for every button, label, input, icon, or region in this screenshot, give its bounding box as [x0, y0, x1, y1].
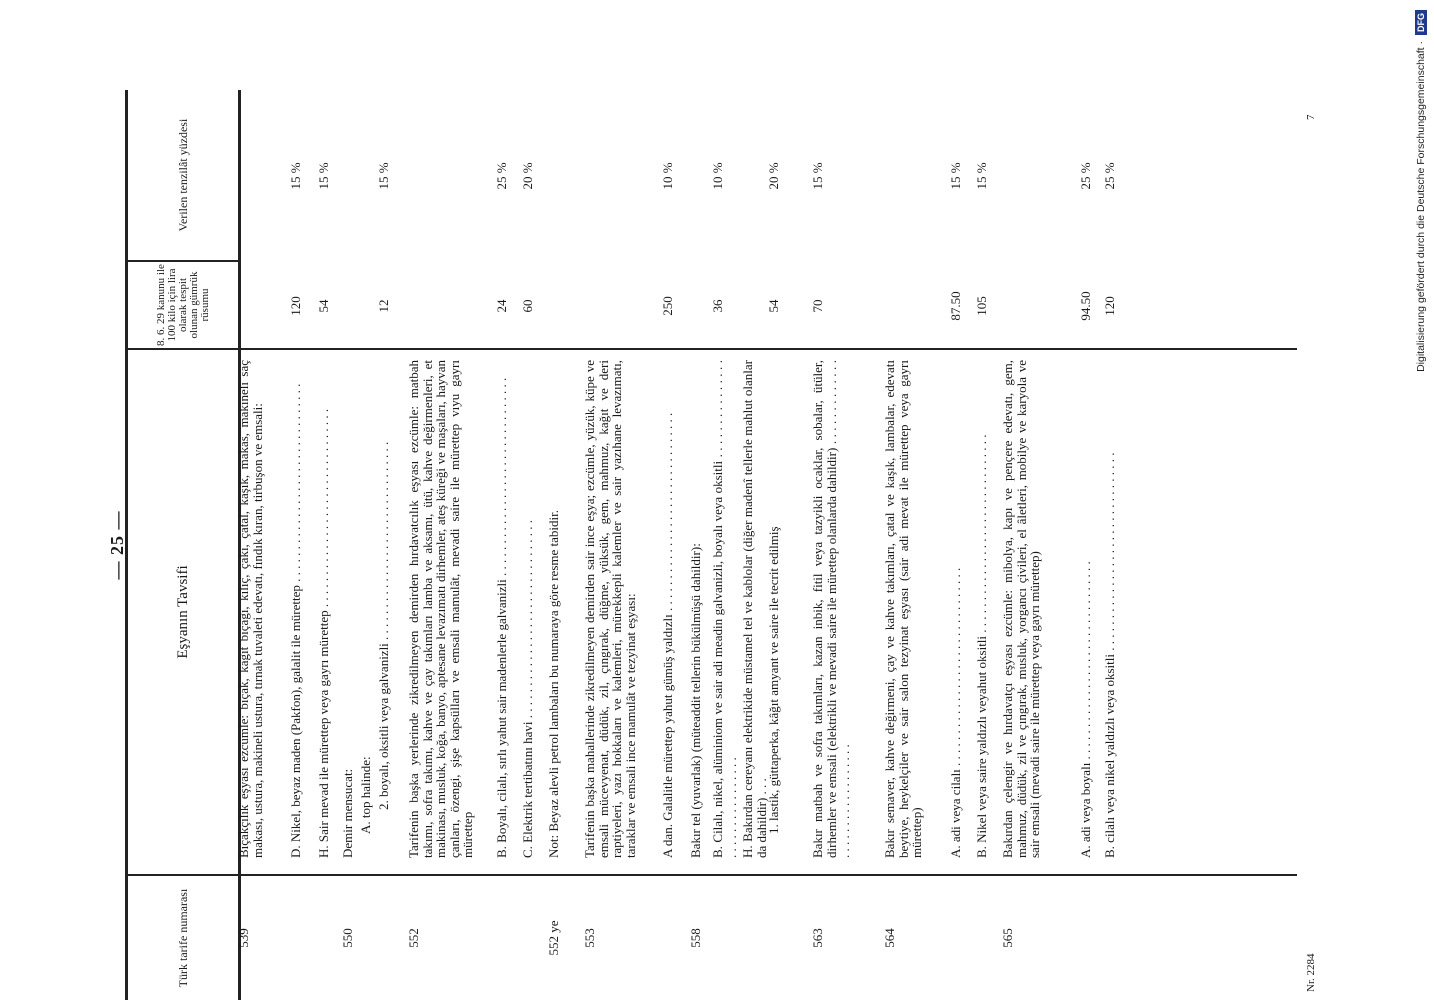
item-description: A. adi veya cilalı . . .	[949, 360, 963, 858]
table-header	[125, 90, 241, 1000]
tariff-number: 552	[406, 928, 421, 948]
discount-percent: 15 %	[288, 162, 303, 190]
item-description: H. Bakırdan cereyanı elektrikide müstamel tel ve kablolar (diğer madenî tellerle mahlut olanlar da dahildir) . . .	[740, 360, 769, 858]
item-description: Tarifenin başka mahallerinde zikredilmeyen demirden sair ince eşya; ezcümle, yüzük, küpe ve emsali mücevyenat, düdük, zil, çıngırak, düğme, yüksük, gem, mahmuz, kağıt ve deri raptiyeleri, yazı hokkaları ve kalemleri, mürekkepli kalemler ve sair yazıhane levazımatı, taraklar ve emsali ince mamulât ve tezyinat eşyası:	[582, 360, 638, 858]
header-tariff-number: Türk tarife numarası	[176, 888, 190, 988]
item-description: Tarifenin başka yerlerinde zikredilmeyen demirden hırdavatcılık eşyası ezcümle: matbah takımı, sofra takımı, kahve ve çay takımları lamba ve aksamı, ütü, kahve değirmenleri, et makinası, musluk, koğa, banyo, aptesane levazımatı dirhemler, ateş küreği ve maşaları, hayvan çanları, özengi, şişe kapsülları ve emsali mamulât, mevadi saire ile mürettep vıyu gayrı mürettep	[406, 360, 475, 858]
customs-rate: 54	[766, 299, 781, 313]
tariff-number: 553	[582, 928, 597, 948]
discount-percent: 15 %	[376, 162, 391, 190]
header-description: Eşyanın Tavsifi	[128, 350, 238, 876]
item-description: Bakır tel (yuvarlak) (müteaddit tellerin bükülmüşü dahildir):	[688, 543, 703, 858]
item-description: B. Nikel veya saire yaldızlı veyahut oksitli . . .	[975, 360, 989, 858]
item-description: Not: Beyaz alevli petrol lambaları bu numaraya göre resme tabidir.	[546, 510, 561, 858]
discount-percent: 20 %	[766, 162, 781, 190]
discount-percent: 15 %	[974, 162, 989, 190]
tariff-number: 564	[882, 928, 897, 948]
item-description: A. adi veya boyalı . . .	[1079, 360, 1093, 858]
page-number: — 25 —	[107, 510, 127, 580]
item-description: 2. boyalı, oksitli veya galvanizli . . .	[377, 360, 391, 810]
item-description: B. Boyalı, cilalı, sırlı yahut sair madenlerle galvanizli . . .	[495, 360, 509, 858]
customs-rate: 60	[520, 299, 535, 313]
customs-rate: 70	[810, 299, 825, 313]
digitization-text: Digitalisierung gefördert durch die Deutsche Forschungsgemeinschaft ·	[1415, 41, 1427, 372]
discount-percent: 10 %	[710, 162, 725, 190]
customs-rate: 250	[660, 296, 675, 316]
discount-percent: 20 %	[520, 162, 535, 190]
customs-rate: 87.50	[948, 291, 963, 321]
document-page	[107, 90, 1341, 1000]
header-customs-rate: 8. 6. 29 kanunu ile 100 kilo için lira olarak tespit olunan gümrük rüsumu	[128, 262, 238, 350]
header-discount: Verilen tenzilât yüzdesi	[128, 90, 238, 262]
footer-reference: Nr. 2284	[1305, 953, 1317, 992]
item-description: Bakır semaver, kahve değirmeni, çay ve kahve takımları, çatal ve kaşık, lambalar, edevatı beytiye, heykelçiler ve sair salon tezyinat eşyası (sair adi mevat ile mürettep veya gayrı mürettep)	[882, 360, 924, 858]
footer-mark: 7	[1305, 114, 1317, 120]
customs-rate: 105	[974, 296, 989, 316]
item-description: 1. lastik, güttaperka, kâğıt amyant ve saire ile tecrit edilmiş	[766, 526, 781, 834]
discount-percent: 25 %	[1102, 162, 1117, 190]
discount-percent: 10 %	[660, 162, 675, 190]
tariff-number: 550	[340, 928, 355, 948]
discount-percent: 25 %	[494, 162, 509, 190]
customs-rate: 120	[288, 296, 303, 316]
item-description: Bıçakçılık eşyası ezcümle: bıçak, kağıt bıçağı, kılıç, çakı, çatal, kaşık, makas, makineli saç makası, ustura, makineli ustura, tırnak tuvaleti edevatı, fındık kıran, tirbuşon ve emsali:	[236, 360, 265, 858]
item-description: H. Sair mevad ile mürettep veya gayrı mürettep . . .	[317, 360, 331, 858]
table-body	[237, 90, 1297, 1000]
item-description: Bakırdan çelengir ve hırdavatçı eşyası ezcümle: mibolya, kapı ve pençere edevatı, gem, mahmuz, düdük, zil ve çıngırak, musluk, yorgancı çivileri, el âletleri, mobilye ve karyola ve sair emsali (mevadi saire ile mürettep veya gayrı mürettep)	[1000, 360, 1042, 858]
item-description: A dan. Galalitle mürettep yahut gümüş yaldızlı . . .	[661, 360, 675, 858]
item-description: C. Elektrik tertibatını havi . . .	[521, 360, 535, 858]
tariff-number: 558	[688, 928, 703, 948]
item-description: B. Cilalı, nikel, alüminiom ve sair adi meadin galvanizli, boyalı veya oksitli . . .	[711, 360, 738, 858]
item-description: Demir mensucat:	[340, 768, 355, 858]
customs-rate: 24	[494, 299, 509, 313]
item-description: Bakır matbah ve sofra takımları, kazan inbik, fitil veya tazyikli ocaklar, sobalar, ütüler, dirhemler ve emsali (elektrikli ve mevadi saire ile mürettep olanlarda dahildir) . . .	[811, 360, 852, 858]
customs-rate: 12	[376, 299, 391, 313]
item-description: D. Nikel, beyaz maden (Pakfon), galalit ile mürettep . . .	[289, 360, 303, 858]
item-description: B. cilalı veya nikel yaldızlı veya oksitli . . .	[1103, 360, 1117, 858]
item-description: A. top halinde:	[358, 756, 373, 834]
tariff-number: 539	[236, 928, 251, 948]
discount-percent: 15 %	[810, 162, 825, 190]
customs-rate: 36	[710, 299, 725, 313]
discount-percent: 15 %	[948, 162, 963, 190]
customs-rate: 54	[316, 299, 331, 313]
customs-rate: 94.50	[1078, 291, 1093, 321]
dfg-logo: DFG	[1415, 10, 1427, 35]
tariff-number: 552 ye	[546, 920, 561, 956]
tariff-number: 563	[810, 928, 825, 948]
discount-percent: 15 %	[316, 162, 331, 190]
customs-rate: 120	[1102, 296, 1117, 316]
discount-percent: 25 %	[1078, 162, 1093, 190]
tariff-number: 565	[1000, 928, 1015, 948]
digitization-note	[1410, 10, 1432, 1000]
